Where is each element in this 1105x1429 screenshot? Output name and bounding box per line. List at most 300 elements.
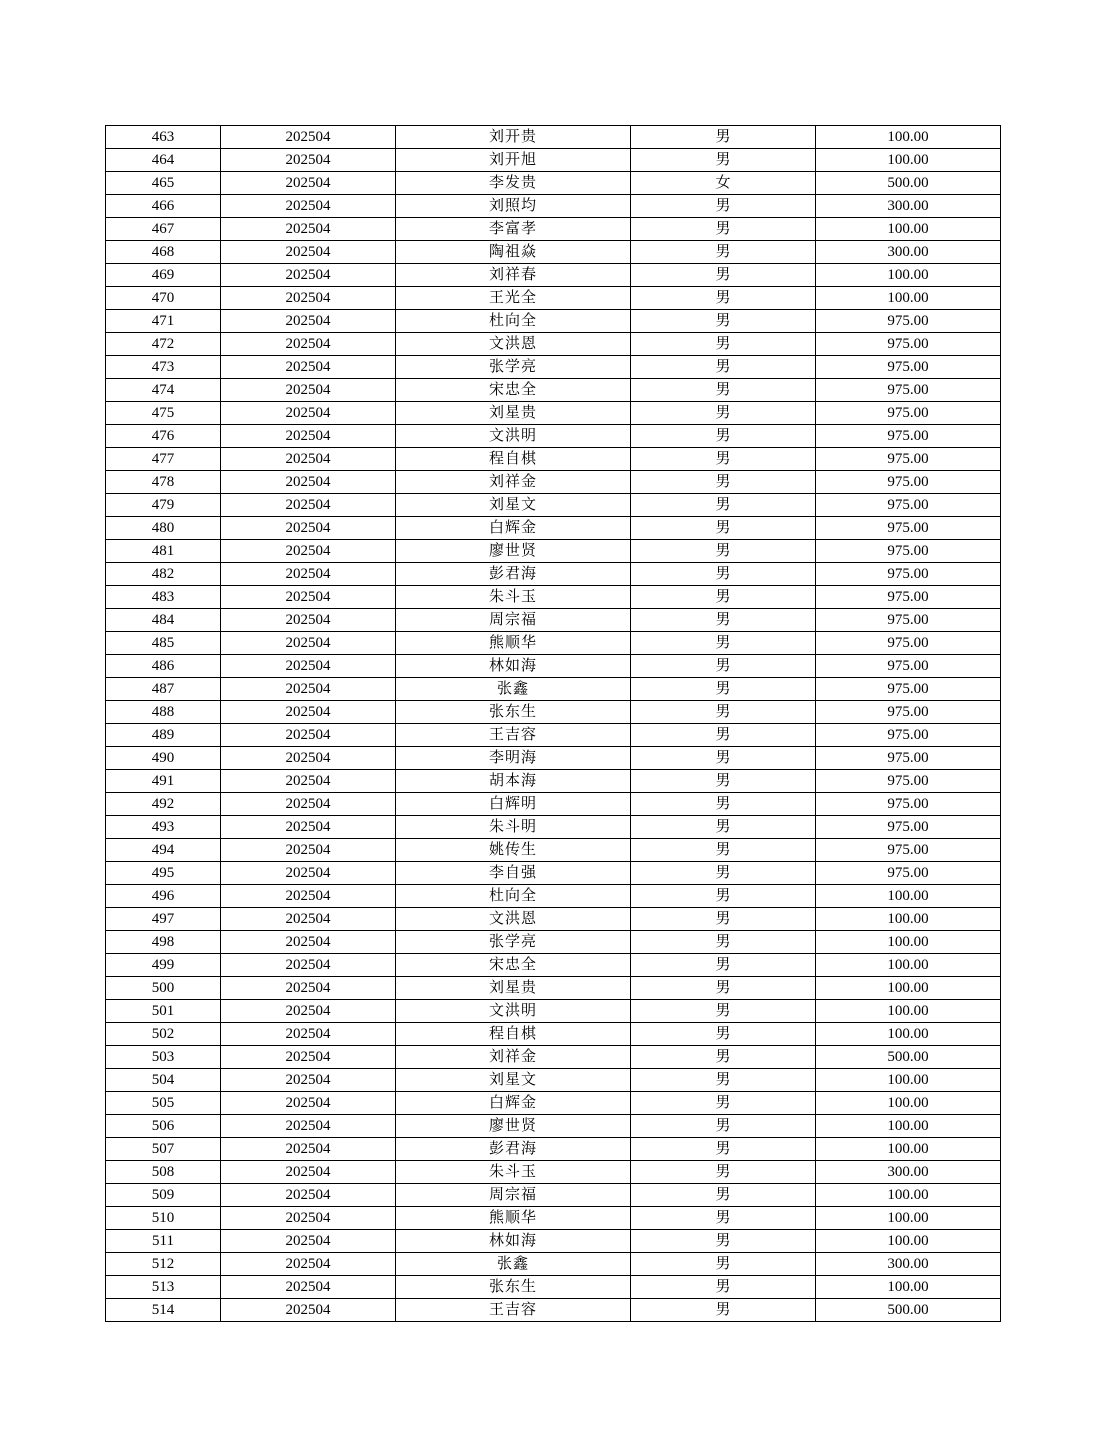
- cell-index: 487: [106, 678, 221, 701]
- cell-index: 513: [106, 1276, 221, 1299]
- cell-index: 486: [106, 655, 221, 678]
- cell-gender: 男: [631, 632, 816, 655]
- cell-gender: 男: [631, 448, 816, 471]
- cell-period: 202504: [221, 862, 396, 885]
- cell-index: 463: [106, 126, 221, 149]
- cell-index: 503: [106, 1046, 221, 1069]
- cell-gender: 男: [631, 1299, 816, 1322]
- cell-name: 杜向全: [396, 310, 631, 333]
- table-row: [106, 977, 1001, 1000]
- cell-period: 202504: [221, 793, 396, 816]
- cell-gender: 男: [631, 425, 816, 448]
- cell-period: 202504: [221, 448, 396, 471]
- cell-gender: 男: [631, 333, 816, 356]
- table-row: [106, 1161, 1001, 1184]
- cell-index: 490: [106, 747, 221, 770]
- table-row: [106, 379, 1001, 402]
- cell-amount: 975.00: [816, 448, 1001, 471]
- cell-gender: 男: [631, 379, 816, 402]
- cell-index: 464: [106, 149, 221, 172]
- cell-gender: 男: [631, 1276, 816, 1299]
- cell-gender: 男: [631, 977, 816, 1000]
- cell-period: 202504: [221, 747, 396, 770]
- cell-index: 471: [106, 310, 221, 333]
- cell-index: 514: [106, 1299, 221, 1322]
- cell-gender: 男: [631, 701, 816, 724]
- cell-period: 202504: [221, 655, 396, 678]
- cell-period: 202504: [221, 1230, 396, 1253]
- cell-amount: 975.00: [816, 839, 1001, 862]
- cell-name: 廖世贤: [396, 1115, 631, 1138]
- cell-index: 493: [106, 816, 221, 839]
- cell-period: 202504: [221, 839, 396, 862]
- cell-period: 202504: [221, 1207, 396, 1230]
- table-row: [106, 448, 1001, 471]
- cell-gender: 男: [631, 1253, 816, 1276]
- cell-period: 202504: [221, 517, 396, 540]
- cell-period: 202504: [221, 1184, 396, 1207]
- cell-name: 杜向全: [396, 885, 631, 908]
- cell-index: 479: [106, 494, 221, 517]
- cell-index: 494: [106, 839, 221, 862]
- cell-period: 202504: [221, 218, 396, 241]
- table-row: [106, 816, 1001, 839]
- cell-name: 宋忠全: [396, 954, 631, 977]
- cell-period: 202504: [221, 425, 396, 448]
- cell-name: 熊顺华: [396, 632, 631, 655]
- table-row: [106, 885, 1001, 908]
- table-row: [106, 724, 1001, 747]
- cell-name: 刘星贵: [396, 402, 631, 425]
- cell-period: 202504: [221, 770, 396, 793]
- cell-index: 495: [106, 862, 221, 885]
- cell-index: 465: [106, 172, 221, 195]
- cell-amount: 975.00: [816, 333, 1001, 356]
- cell-period: 202504: [221, 540, 396, 563]
- cell-gender: 男: [631, 678, 816, 701]
- table-row: [106, 1276, 1001, 1299]
- cell-amount: 975.00: [816, 701, 1001, 724]
- cell-period: 202504: [221, 172, 396, 195]
- cell-period: 202504: [221, 954, 396, 977]
- cell-amount: 100.00: [816, 126, 1001, 149]
- table-row: [106, 195, 1001, 218]
- cell-name: 刘照均: [396, 195, 631, 218]
- cell-gender: 男: [631, 816, 816, 839]
- table-row: [106, 425, 1001, 448]
- cell-amount: 975.00: [816, 678, 1001, 701]
- cell-index: 491: [106, 770, 221, 793]
- cell-amount: 100.00: [816, 264, 1001, 287]
- table-row: [106, 931, 1001, 954]
- table-row: [106, 310, 1001, 333]
- cell-gender: 男: [631, 793, 816, 816]
- cell-period: 202504: [221, 908, 396, 931]
- cell-gender: 男: [631, 1161, 816, 1184]
- table-row: [106, 701, 1001, 724]
- cell-index: 478: [106, 471, 221, 494]
- cell-index: 467: [106, 218, 221, 241]
- cell-index: 501: [106, 1000, 221, 1023]
- cell-name: 熊顺华: [396, 1207, 631, 1230]
- cell-period: 202504: [221, 724, 396, 747]
- cell-gender: 男: [631, 724, 816, 747]
- cell-name: 李自强: [396, 862, 631, 885]
- cell-gender: 男: [631, 494, 816, 517]
- cell-name: 刘祥春: [396, 264, 631, 287]
- cell-amount: 100.00: [816, 1092, 1001, 1115]
- cell-name: 林如海: [396, 1230, 631, 1253]
- cell-period: 202504: [221, 1253, 396, 1276]
- cell-gender: 男: [631, 1023, 816, 1046]
- cell-index: 466: [106, 195, 221, 218]
- cell-name: 白辉金: [396, 1092, 631, 1115]
- cell-gender: 男: [631, 402, 816, 425]
- cell-name: 朱斗玉: [396, 1161, 631, 1184]
- cell-amount: 100.00: [816, 931, 1001, 954]
- cell-name: 刘星贵: [396, 977, 631, 1000]
- cell-amount: 300.00: [816, 1161, 1001, 1184]
- cell-amount: 100.00: [816, 1184, 1001, 1207]
- cell-amount: 100.00: [816, 1276, 1001, 1299]
- table-row: [106, 471, 1001, 494]
- cell-gender: 男: [631, 885, 816, 908]
- cell-name: 周宗福: [396, 609, 631, 632]
- cell-index: 512: [106, 1253, 221, 1276]
- cell-amount: 100.00: [816, 885, 1001, 908]
- table-row: [106, 402, 1001, 425]
- table-row: [106, 563, 1001, 586]
- cell-name: 朱斗玉: [396, 586, 631, 609]
- cell-index: 505: [106, 1092, 221, 1115]
- cell-amount: 100.00: [816, 218, 1001, 241]
- cell-name: 李发贵: [396, 172, 631, 195]
- cell-amount: 100.00: [816, 1138, 1001, 1161]
- cell-amount: 100.00: [816, 1230, 1001, 1253]
- cell-gender: 男: [631, 356, 816, 379]
- table-row: [106, 517, 1001, 540]
- cell-name: 张东生: [396, 1276, 631, 1299]
- cell-gender: 男: [631, 1046, 816, 1069]
- cell-index: 506: [106, 1115, 221, 1138]
- cell-gender: 男: [631, 264, 816, 287]
- table-row: [106, 1069, 1001, 1092]
- table-row: [106, 1299, 1001, 1322]
- cell-amount: 100.00: [816, 1115, 1001, 1138]
- table-row: [106, 218, 1001, 241]
- cell-amount: 975.00: [816, 747, 1001, 770]
- cell-gender: 男: [631, 1069, 816, 1092]
- table-row: [106, 494, 1001, 517]
- cell-gender: 男: [631, 149, 816, 172]
- cell-gender: 男: [631, 540, 816, 563]
- cell-index: 475: [106, 402, 221, 425]
- cell-name: 程自棋: [396, 1023, 631, 1046]
- cell-period: 202504: [221, 494, 396, 517]
- cell-index: 476: [106, 425, 221, 448]
- cell-name: 王吉容: [396, 724, 631, 747]
- cell-index: 481: [106, 540, 221, 563]
- table-row: [106, 1230, 1001, 1253]
- table-row: [106, 954, 1001, 977]
- cell-amount: 100.00: [816, 954, 1001, 977]
- cell-period: 202504: [221, 1161, 396, 1184]
- cell-index: 497: [106, 908, 221, 931]
- cell-amount: 300.00: [816, 241, 1001, 264]
- table-row: [106, 1207, 1001, 1230]
- cell-amount: 975.00: [816, 471, 1001, 494]
- table-row: [106, 540, 1001, 563]
- cell-name: 李富孝: [396, 218, 631, 241]
- cell-name: 刘星文: [396, 1069, 631, 1092]
- table-row: [106, 1115, 1001, 1138]
- cell-index: 484: [106, 609, 221, 632]
- cell-amount: 500.00: [816, 172, 1001, 195]
- cell-index: 483: [106, 586, 221, 609]
- cell-name: 刘祥金: [396, 471, 631, 494]
- cell-gender: 男: [631, 310, 816, 333]
- cell-amount: 975.00: [816, 494, 1001, 517]
- cell-name: 彭君海: [396, 1138, 631, 1161]
- table-row: [106, 839, 1001, 862]
- cell-gender: 男: [631, 471, 816, 494]
- cell-index: 472: [106, 333, 221, 356]
- cell-period: 202504: [221, 931, 396, 954]
- cell-name: 王吉容: [396, 1299, 631, 1322]
- cell-gender: 男: [631, 586, 816, 609]
- cell-index: 508: [106, 1161, 221, 1184]
- cell-amount: 975.00: [816, 724, 1001, 747]
- table-row: [106, 149, 1001, 172]
- cell-index: 507: [106, 1138, 221, 1161]
- cell-gender: 男: [631, 1230, 816, 1253]
- cell-period: 202504: [221, 1046, 396, 1069]
- cell-period: 202504: [221, 885, 396, 908]
- cell-amount: 975.00: [816, 793, 1001, 816]
- cell-amount: 975.00: [816, 609, 1001, 632]
- cell-period: 202504: [221, 126, 396, 149]
- table-row: [106, 793, 1001, 816]
- cell-index: 504: [106, 1069, 221, 1092]
- cell-period: 202504: [221, 1092, 396, 1115]
- cell-amount: 975.00: [816, 402, 1001, 425]
- cell-amount: 100.00: [816, 908, 1001, 931]
- cell-name: 胡本海: [396, 770, 631, 793]
- cell-period: 202504: [221, 1115, 396, 1138]
- cell-gender: 男: [631, 1184, 816, 1207]
- cell-period: 202504: [221, 563, 396, 586]
- cell-name: 程自棋: [396, 448, 631, 471]
- cell-index: 477: [106, 448, 221, 471]
- cell-period: 202504: [221, 264, 396, 287]
- cell-gender: 男: [631, 908, 816, 931]
- table-row: [106, 655, 1001, 678]
- table-row: [106, 586, 1001, 609]
- cell-name: 白辉金: [396, 517, 631, 540]
- cell-period: 202504: [221, 1023, 396, 1046]
- cell-name: 张学亮: [396, 931, 631, 954]
- cell-amount: 975.00: [816, 425, 1001, 448]
- cell-gender: 男: [631, 655, 816, 678]
- cell-gender: 男: [631, 954, 816, 977]
- cell-period: 202504: [221, 609, 396, 632]
- cell-name: 刘祥金: [396, 1046, 631, 1069]
- cell-index: 485: [106, 632, 221, 655]
- cell-period: 202504: [221, 1299, 396, 1322]
- cell-gender: 男: [631, 747, 816, 770]
- cell-gender: 男: [631, 218, 816, 241]
- table-row: [106, 632, 1001, 655]
- cell-gender: 男: [631, 770, 816, 793]
- cell-index: 470: [106, 287, 221, 310]
- table-row: [106, 287, 1001, 310]
- table-row: [106, 1184, 1001, 1207]
- cell-name: 白辉明: [396, 793, 631, 816]
- cell-amount: 100.00: [816, 1000, 1001, 1023]
- cell-period: 202504: [221, 632, 396, 655]
- cell-index: 509: [106, 1184, 221, 1207]
- cell-name: 王光全: [396, 287, 631, 310]
- cell-period: 202504: [221, 678, 396, 701]
- cell-amount: 975.00: [816, 770, 1001, 793]
- cell-amount: 100.00: [816, 149, 1001, 172]
- cell-index: 482: [106, 563, 221, 586]
- table-row: [106, 241, 1001, 264]
- cell-period: 202504: [221, 310, 396, 333]
- cell-amount: 975.00: [816, 816, 1001, 839]
- table-row: [106, 678, 1001, 701]
- cell-amount: 975.00: [816, 586, 1001, 609]
- cell-name: 陶祖焱: [396, 241, 631, 264]
- cell-name: 刘开旭: [396, 149, 631, 172]
- cell-gender: 男: [631, 563, 816, 586]
- cell-gender: 男: [631, 241, 816, 264]
- table-row: [106, 770, 1001, 793]
- cell-gender: 男: [631, 839, 816, 862]
- cell-period: 202504: [221, 586, 396, 609]
- cell-period: 202504: [221, 816, 396, 839]
- cell-index: 499: [106, 954, 221, 977]
- cell-period: 202504: [221, 149, 396, 172]
- table-row: [106, 862, 1001, 885]
- cell-name: 文洪恩: [396, 908, 631, 931]
- cell-name: 张鑫: [396, 1253, 631, 1276]
- cell-period: 202504: [221, 287, 396, 310]
- cell-period: 202504: [221, 1138, 396, 1161]
- cell-name: 刘星文: [396, 494, 631, 517]
- table-row: [106, 356, 1001, 379]
- cell-amount: 975.00: [816, 310, 1001, 333]
- records-table: [105, 125, 1001, 1322]
- cell-amount: 975.00: [816, 655, 1001, 678]
- cell-name: 朱斗明: [396, 816, 631, 839]
- cell-gender: 男: [631, 862, 816, 885]
- table-row: [106, 747, 1001, 770]
- cell-amount: 300.00: [816, 195, 1001, 218]
- cell-gender: 男: [631, 287, 816, 310]
- cell-amount: 975.00: [816, 356, 1001, 379]
- cell-gender: 女: [631, 172, 816, 195]
- cell-gender: 男: [631, 609, 816, 632]
- table-row: [106, 609, 1001, 632]
- cell-index: 473: [106, 356, 221, 379]
- cell-amount: 975.00: [816, 540, 1001, 563]
- table-row: [106, 1000, 1001, 1023]
- cell-gender: 男: [631, 1092, 816, 1115]
- cell-name: 张东生: [396, 701, 631, 724]
- cell-amount: 100.00: [816, 977, 1001, 1000]
- cell-gender: 男: [631, 195, 816, 218]
- cell-period: 202504: [221, 333, 396, 356]
- cell-name: 张学亮: [396, 356, 631, 379]
- cell-amount: 500.00: [816, 1046, 1001, 1069]
- cell-index: 498: [106, 931, 221, 954]
- table-row: [106, 1046, 1001, 1069]
- table-row: [106, 264, 1001, 287]
- cell-period: 202504: [221, 402, 396, 425]
- cell-name: 文洪恩: [396, 333, 631, 356]
- cell-gender: 男: [631, 517, 816, 540]
- table-row: [106, 908, 1001, 931]
- cell-period: 202504: [221, 1000, 396, 1023]
- table-row: [106, 333, 1001, 356]
- cell-index: 500: [106, 977, 221, 1000]
- cell-period: 202504: [221, 977, 396, 1000]
- cell-amount: 300.00: [816, 1253, 1001, 1276]
- cell-index: 489: [106, 724, 221, 747]
- table-row: [106, 1023, 1001, 1046]
- cell-index: 469: [106, 264, 221, 287]
- cell-amount: 975.00: [816, 379, 1001, 402]
- cell-amount: 500.00: [816, 1299, 1001, 1322]
- cell-name: 姚传生: [396, 839, 631, 862]
- cell-name: 彭君海: [396, 563, 631, 586]
- cell-name: 刘开贵: [396, 126, 631, 149]
- cell-amount: 100.00: [816, 1069, 1001, 1092]
- cell-period: 202504: [221, 471, 396, 494]
- cell-name: 宋忠全: [396, 379, 631, 402]
- cell-name: 廖世贤: [396, 540, 631, 563]
- table-row: [106, 172, 1001, 195]
- cell-index: 510: [106, 1207, 221, 1230]
- table-row: [106, 1253, 1001, 1276]
- cell-index: 488: [106, 701, 221, 724]
- cell-gender: 男: [631, 1115, 816, 1138]
- cell-index: 492: [106, 793, 221, 816]
- cell-amount: 100.00: [816, 1023, 1001, 1046]
- records-table-body: [106, 126, 1001, 1322]
- cell-gender: 男: [631, 1207, 816, 1230]
- cell-period: 202504: [221, 379, 396, 402]
- cell-name: 文洪明: [396, 425, 631, 448]
- cell-name: 张鑫: [396, 678, 631, 701]
- table-row: [106, 1092, 1001, 1115]
- cell-amount: 975.00: [816, 517, 1001, 540]
- cell-period: 202504: [221, 1069, 396, 1092]
- cell-gender: 男: [631, 931, 816, 954]
- table-row: [106, 1138, 1001, 1161]
- cell-index: 502: [106, 1023, 221, 1046]
- cell-amount: 100.00: [816, 1207, 1001, 1230]
- cell-gender: 男: [631, 1138, 816, 1161]
- cell-name: 文洪明: [396, 1000, 631, 1023]
- cell-period: 202504: [221, 195, 396, 218]
- cell-index: 468: [106, 241, 221, 264]
- cell-period: 202504: [221, 356, 396, 379]
- cell-index: 511: [106, 1230, 221, 1253]
- cell-period: 202504: [221, 701, 396, 724]
- cell-name: 林如海: [396, 655, 631, 678]
